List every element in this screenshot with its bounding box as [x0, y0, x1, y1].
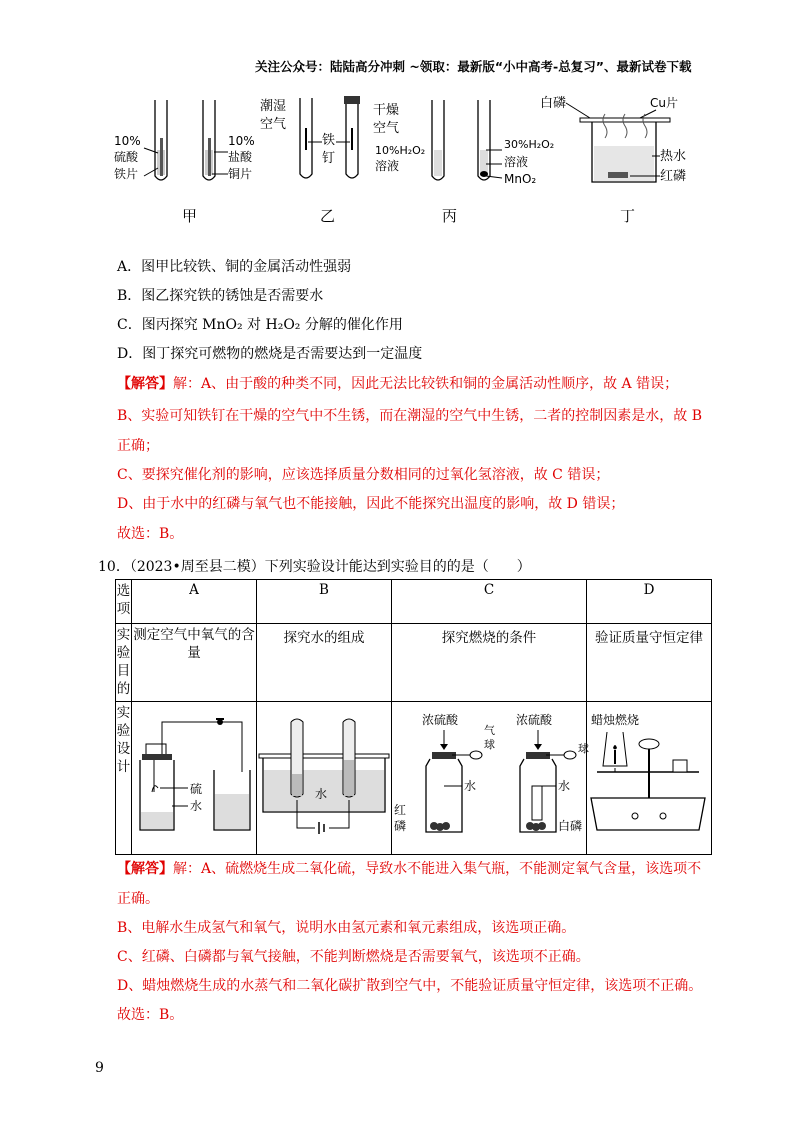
row-header-purpose	[116, 624, 132, 702]
svg-text:球: 球	[578, 742, 589, 755]
purpose-d: 验证质量守恒定律	[587, 624, 712, 702]
svg-text:Cu片: Cu片	[650, 96, 678, 110]
svg-text:MnO₂: MnO₂	[504, 172, 537, 186]
row-header-char: 选	[116, 583, 131, 599]
svg-text:甲: 甲	[182, 207, 198, 225]
svg-text:气: 气	[484, 724, 495, 737]
svg-text:红: 红	[394, 803, 407, 817]
col-c: C	[392, 580, 587, 624]
question-10: 10．（2023•周至县二模）下列实验设计能达到实验目的的是（ ）	[98, 559, 531, 575]
svg-text:丁: 丁	[620, 207, 636, 225]
purpose-b: 探究水的组成	[257, 624, 392, 702]
row-header-char: 设	[116, 741, 131, 757]
purpose-a: 测定空气中氧气的含量	[132, 624, 257, 702]
answer9-line1: 【解答】解：A、由于酸的种类不同，因此无法比较铁和铜的金属活动性顺序，故 A 错误；	[117, 376, 679, 392]
purpose-c: 探究燃烧的条件	[392, 624, 587, 702]
svg-text:30%H₂O₂: 30%H₂O₂	[504, 138, 555, 151]
row-header-char: 项	[116, 601, 131, 617]
svg-text:磷: 磷	[394, 819, 407, 833]
design-c	[392, 702, 587, 855]
answer10-line6: 故选：B。	[117, 1007, 184, 1023]
answer9-line6: 故选：B。	[117, 526, 184, 542]
col-a: A	[132, 580, 257, 624]
svg-text:干燥: 干燥	[373, 103, 400, 118]
svg-text:水: 水	[190, 799, 203, 813]
option-a: A．图甲比较铁、铜的金属活动性强弱	[117, 259, 352, 275]
experiment-figure-top	[100, 88, 740, 238]
svg-text:白磷: 白磷	[540, 96, 567, 111]
row-header-option	[116, 580, 132, 624]
svg-text:乙: 乙	[320, 207, 336, 225]
svg-text:10%: 10%	[228, 134, 255, 148]
row-header-char: 计	[116, 759, 131, 775]
svg-text:盐酸: 盐酸	[228, 150, 253, 164]
design-d	[587, 702, 712, 855]
row-header-char: 实	[116, 627, 131, 643]
svg-text:水: 水	[315, 787, 328, 801]
answer9-tag: 【解答】	[117, 376, 173, 392]
svg-text:硫酸: 硫酸	[114, 150, 139, 164]
row-header-char: 的	[116, 681, 131, 697]
figure-bing	[375, 100, 554, 225]
answer10-tag: 【解答】	[117, 861, 173, 877]
svg-text:钉: 钉	[322, 151, 336, 166]
answer9-line2: B、实验可知铁钉在干燥的空气中不生锈，而在潮湿的空气中生锈，二者的控制因素是水，故 B	[117, 408, 703, 424]
svg-text:溶液: 溶液	[375, 159, 400, 173]
answer10-line2: 正确。	[117, 891, 159, 907]
row-header-text	[116, 626, 131, 698]
svg-text:铁: 铁	[322, 133, 336, 148]
page-number: 9	[95, 1060, 104, 1076]
svg-text:铁片: 铁片	[114, 167, 139, 181]
svg-text:蜡烛燃烧: 蜡烛燃烧	[591, 713, 640, 727]
row-header-char: 实	[116, 705, 131, 721]
design-b	[257, 702, 392, 855]
row-header-text	[116, 582, 131, 618]
svg-text:浓硫酸: 浓硫酸	[516, 713, 553, 727]
svg-text:丙: 丙	[442, 207, 458, 225]
svg-text:白磷: 白磷	[558, 819, 583, 833]
svg-text:10%H₂O₂: 10%H₂O₂	[375, 144, 426, 157]
svg-text:铜片: 铜片	[228, 167, 253, 181]
option-b: B．图乙探究铁的锈蚀是否需要水	[117, 288, 324, 304]
svg-text:溶液: 溶液	[504, 155, 529, 169]
svg-text:硫: 硫	[190, 782, 203, 796]
page-header: 关注公众号：陆陆高分冲刺 ~领取：最新版“小中高考-总复习”、最新试卷下载	[255, 59, 692, 74]
answer10-line1: 【解答】解：A、硫燃烧生成二氧化硫，导致水不能进入集气瓶，不能测定氧气含量，该选项不	[117, 861, 702, 877]
row-header-char: 目	[116, 663, 131, 679]
svg-text:热水: 热水	[660, 149, 687, 164]
row-header-char: 验	[116, 723, 131, 739]
svg-text:空气: 空气	[260, 117, 287, 132]
col-b: B	[257, 580, 392, 624]
col-d: D	[587, 580, 712, 624]
svg-text:潮湿: 潮湿	[260, 99, 287, 114]
row-header-design	[116, 702, 132, 855]
row-header-char: 验	[116, 645, 131, 661]
svg-text:球: 球	[484, 738, 495, 751]
answer9-line5: D、由于水中的红磷与氧气也不能接触，因此不能探究出温度的影响，故 D 错误；	[117, 496, 625, 512]
answer9-line3: 正确；	[117, 438, 159, 454]
answer10-line4: C、红磷、白磷都与氧气接触，不能判断燃烧是否需要氧气，该选项不正确。	[117, 949, 590, 965]
svg-text:水: 水	[464, 779, 477, 793]
answer10-line3: B、电解水生成氢气和氧气，说明水由氢元素和氧元素组成，该选项正确。	[117, 920, 576, 936]
figure-ding	[540, 95, 686, 225]
svg-text:10%: 10%	[114, 134, 141, 148]
answer9-line4: C、要探究催化剂的影响，应该选择质量分数相同的过氧化氢溶液，故 C 错误；	[117, 467, 610, 483]
option-c: C．图丙探究 MnO₂ 对 H₂O₂ 分解的催化作用	[117, 317, 403, 333]
svg-text:浓硫酸: 浓硫酸	[422, 713, 459, 727]
design-a	[132, 702, 257, 855]
option-d: D．图丁探究可燃物的燃烧是否需要达到一定温度	[117, 346, 423, 362]
figure-jia	[114, 100, 255, 225]
row-header-text	[116, 704, 131, 776]
answer10-line5: D、蜡烛燃烧生成的水蒸气和二氧化碳扩散到空气中，不能验证质量守恒定律，该选项不正确。	[117, 978, 703, 994]
svg-text:空气: 空气	[373, 121, 400, 136]
svg-text:水: 水	[558, 779, 571, 793]
experiment-table	[115, 579, 712, 855]
svg-text:红磷: 红磷	[660, 169, 687, 184]
